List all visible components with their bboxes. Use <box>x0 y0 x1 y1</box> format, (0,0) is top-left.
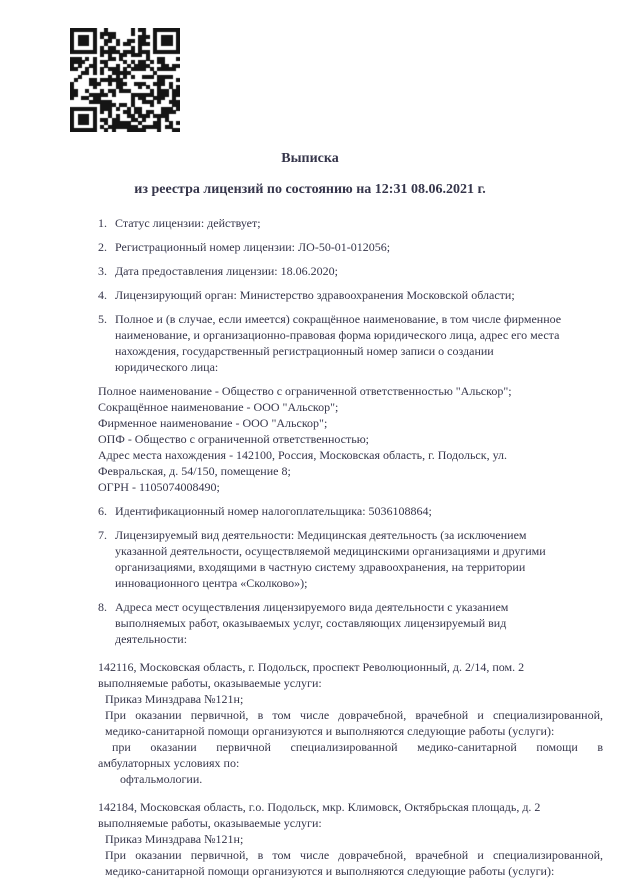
org-ogrn: ОГРН - 1105074008490; <box>98 480 220 494</box>
item-number: 7. <box>98 528 107 542</box>
ministry-order: Приказ Минздрава №121н; <box>105 692 244 706</box>
item-organization-names <box>98 311 603 375</box>
care-description: медико-санитарной помощи организуются и выполняются следующие работы (услуги): <box>105 724 555 738</box>
item-text: указанной деятельности, осуществляемой медицинскими организациями и другими <box>115 544 546 558</box>
item-inn <box>98 503 603 519</box>
item-number: 2. <box>98 240 107 254</box>
item-number: 8. <box>98 600 107 614</box>
document-title: Выписка <box>281 151 339 166</box>
activity-address: 142184, Московская область, г.о. Подольск, мкр. Климовск, Октябрьская площадь, д. 2 <box>98 800 541 814</box>
org-brand-name: Фирменное наименование - ООО "Альскор"; <box>98 416 328 430</box>
works-label: выполняемые работы, оказываемые услуги: <box>98 816 322 830</box>
organization-details <box>98 383 603 495</box>
item-activity-addresses <box>98 599 603 647</box>
item-text: Дата предоставления лицензии: 18.06.2020; <box>115 264 338 278</box>
org-opf: ОПФ - Общество с ограниченной ответственностью; <box>98 432 370 446</box>
item-licensed-activity <box>98 527 603 591</box>
item-text: нахождения, государственный регистрационный номер записи о создании <box>115 344 494 358</box>
item-text: инновационного центра «Сколково»); <box>115 576 308 590</box>
item-text: наименование, и организационно-правовая форма юридического лица, адрес его места <box>115 328 560 342</box>
org-address: Адрес места нахождения - 142100, Россия, Московская область, г. Подольск, ул. <box>98 448 508 462</box>
works-label: выполняемые работы, оказываемые услуги: <box>98 676 322 690</box>
ministry-order: Приказ Минздрава №121н; <box>105 832 244 846</box>
org-address: Февральская, д. 54/150, помещение 8; <box>98 464 291 478</box>
item-license-status <box>98 215 603 231</box>
document-body <box>98 215 603 891</box>
item-number: 5. <box>98 312 107 326</box>
item-licensing-authority <box>98 287 603 303</box>
qr-code-icon <box>70 28 180 132</box>
care-subtype: амбулаторных условиях по: <box>98 756 240 770</box>
item-text: юридического лица: <box>115 360 219 374</box>
care-description: медико-санитарной помощи организуются и выполняются следующие работы (услуги): <box>105 864 555 878</box>
item-text: Статус лицензии: действует; <box>115 216 261 230</box>
item-number: 3. <box>98 264 107 278</box>
item-registration-number <box>98 239 603 255</box>
address-block-podolsk <box>98 659 603 787</box>
item-text: деятельности: <box>115 632 188 646</box>
item-number: 4. <box>98 288 107 302</box>
document-header <box>0 150 620 199</box>
address-block-klimovsk <box>98 799 603 879</box>
item-number: 6. <box>98 504 107 518</box>
item-text: Регистрационный номер лицензии: ЛО-50-01-012056; <box>115 240 391 254</box>
item-text: Полное и (в случае, если имеется) сокращённое наименование, в том числе фирменное <box>115 312 562 326</box>
care-description: При оказании первичной, в том числе доврачебной, врачебной и специализированной, <box>105 708 603 722</box>
item-number: 1. <box>98 216 107 230</box>
item-text: Лицензирующий орган: Министерство здравоохранения Московской области; <box>115 288 515 302</box>
item-text: Лицензируемый вид деятельности: Медицинская деятельность (за исключением <box>115 528 527 542</box>
activity-address: 142116, Московская область, г. Подольск, проспект Революционный, д. 2/14, пом. 2 <box>98 660 525 674</box>
item-text: организациями, входящими в частную систему здравоохранения, на территории <box>115 560 526 574</box>
item-license-date <box>98 263 603 279</box>
specialty: офтальмологии. <box>120 772 203 786</box>
item-text: выполняемых работ, оказываемых услуг, составляющих лицензируемый вид <box>115 616 507 630</box>
item-text: Адреса мест осуществления лицензируемого вида деятельности с указанием <box>115 600 509 614</box>
item-text: Идентификационный номер налогоплательщика: 5036108864; <box>115 504 432 518</box>
org-short-name: Сокращённое наименование - ООО "Альскор"; <box>98 400 339 414</box>
document-subtitle: из реестра лицензий по состоянию на 12:31 08.06.2021 г. <box>134 182 486 197</box>
care-subtype: при оказании первичной специализированной медико-санитарной помощи в <box>112 740 603 754</box>
org-full-name: Полное наименование - Общество с ограниченной ответственностью "Альскор"; <box>98 384 512 398</box>
care-description: При оказании первичной, в том числе доврачебной, врачебной и специализированной, <box>105 848 603 862</box>
